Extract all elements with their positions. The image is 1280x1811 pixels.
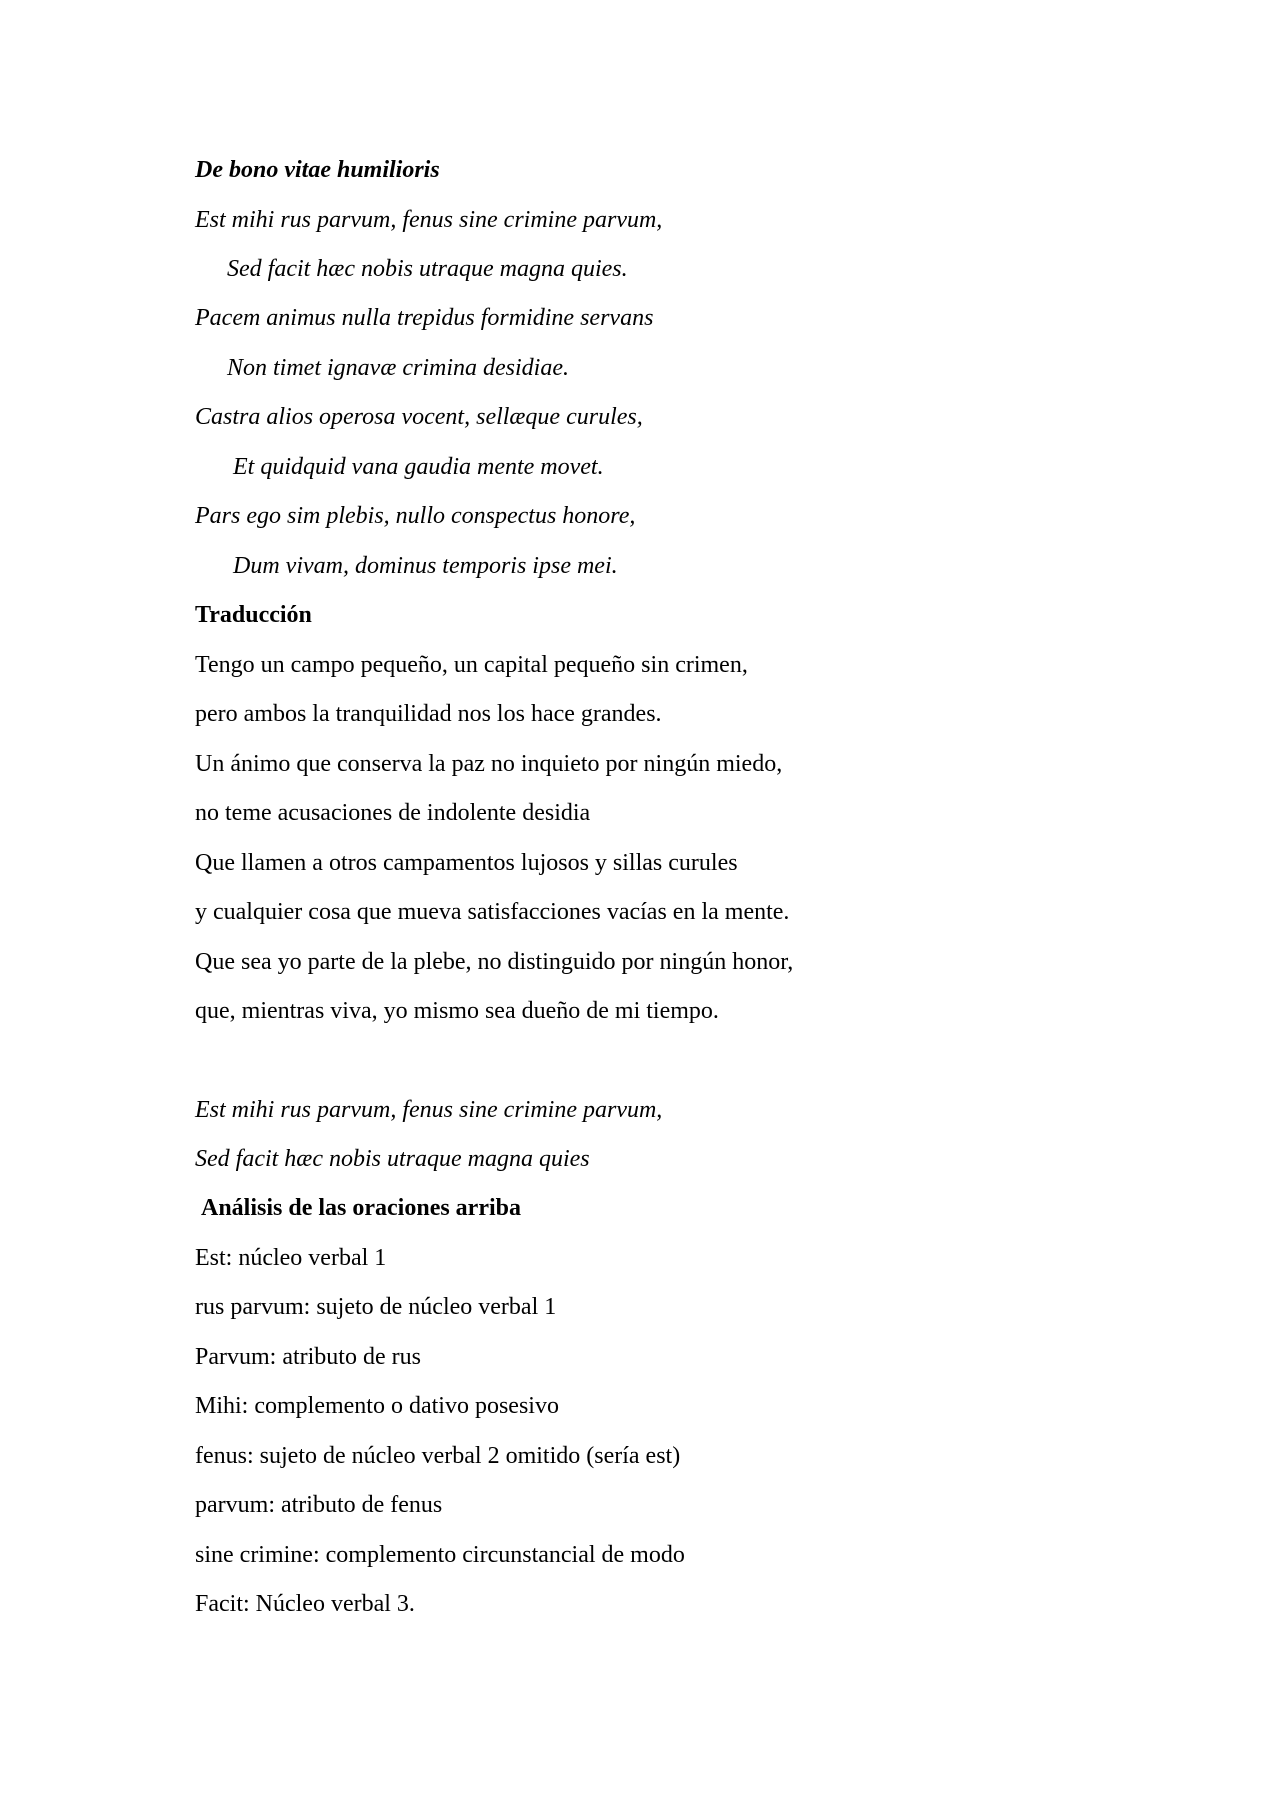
translation-line: Que sea yo parte de la plebe, no distinguido por ningún honor, bbox=[195, 949, 794, 975]
analysis-line: rus parvum: sujeto de núcleo verbal 1 bbox=[195, 1294, 557, 1320]
poem-line: Et quidquid vana gaudia mente movet. bbox=[233, 454, 604, 480]
excerpt-line: Sed facit hæc nobis utraque magna quies bbox=[195, 1146, 590, 1172]
analysis-line: Facit: Núcleo verbal 3. bbox=[195, 1591, 415, 1617]
poem-line: Non timet ignavæ crimina desidiae. bbox=[227, 355, 569, 381]
analysis-line: sine crimine: complemento circunstancial de modo bbox=[195, 1542, 685, 1568]
poem-line: Est mihi rus parvum, fenus sine crimine parvum, bbox=[195, 207, 663, 233]
translation-line: Que llamen a otros campamentos lujosos y sillas curules bbox=[195, 850, 738, 876]
analysis-line: Mihi: complemento o dativo posesivo bbox=[195, 1393, 559, 1419]
translation-line: y cualquier cosa que mueva satisfacciones vacías en la mente. bbox=[195, 899, 790, 925]
translation-line: Tengo un campo pequeño, un capital pequeño sin crimen, bbox=[195, 652, 748, 678]
poem-title: De bono vitae humilioris bbox=[195, 157, 440, 183]
poem-line: Sed facit hæc nobis utraque magna quies. bbox=[227, 256, 628, 282]
poem-line: Dum vivam, dominus temporis ipse mei. bbox=[233, 553, 618, 579]
analysis-line: fenus: sujeto de núcleo verbal 2 omitido (sería est) bbox=[195, 1443, 681, 1469]
analysis-heading: Análisis de las oraciones arriba bbox=[201, 1195, 522, 1221]
translation-line: que, mientras viva, yo mismo sea dueño de mi tiempo. bbox=[195, 998, 719, 1024]
analysis-line: Est: núcleo verbal 1 bbox=[195, 1245, 387, 1271]
translation-line: no teme acusaciones de indolente desidia bbox=[195, 800, 591, 826]
poem-line: Pacem animus nulla trepidus formidine servans bbox=[195, 305, 654, 331]
analysis-line: parvum: atributo de fenus bbox=[195, 1492, 443, 1518]
translation-line: pero ambos la tranquilidad nos los hace grandes. bbox=[195, 701, 662, 727]
poem-line: Pars ego sim plebis, nullo conspectus honore, bbox=[195, 503, 636, 529]
translation-heading: Traducción bbox=[195, 602, 312, 628]
translation-line: Un ánimo que conserva la paz no inquieto por ningún miedo, bbox=[195, 751, 783, 777]
poem-line: Castra alios operosa vocent, sellæque curules, bbox=[195, 404, 643, 430]
analysis-line: Parvum: atributo de rus bbox=[195, 1344, 421, 1370]
excerpt-line: Est mihi rus parvum, fenus sine crimine parvum, bbox=[195, 1097, 663, 1123]
